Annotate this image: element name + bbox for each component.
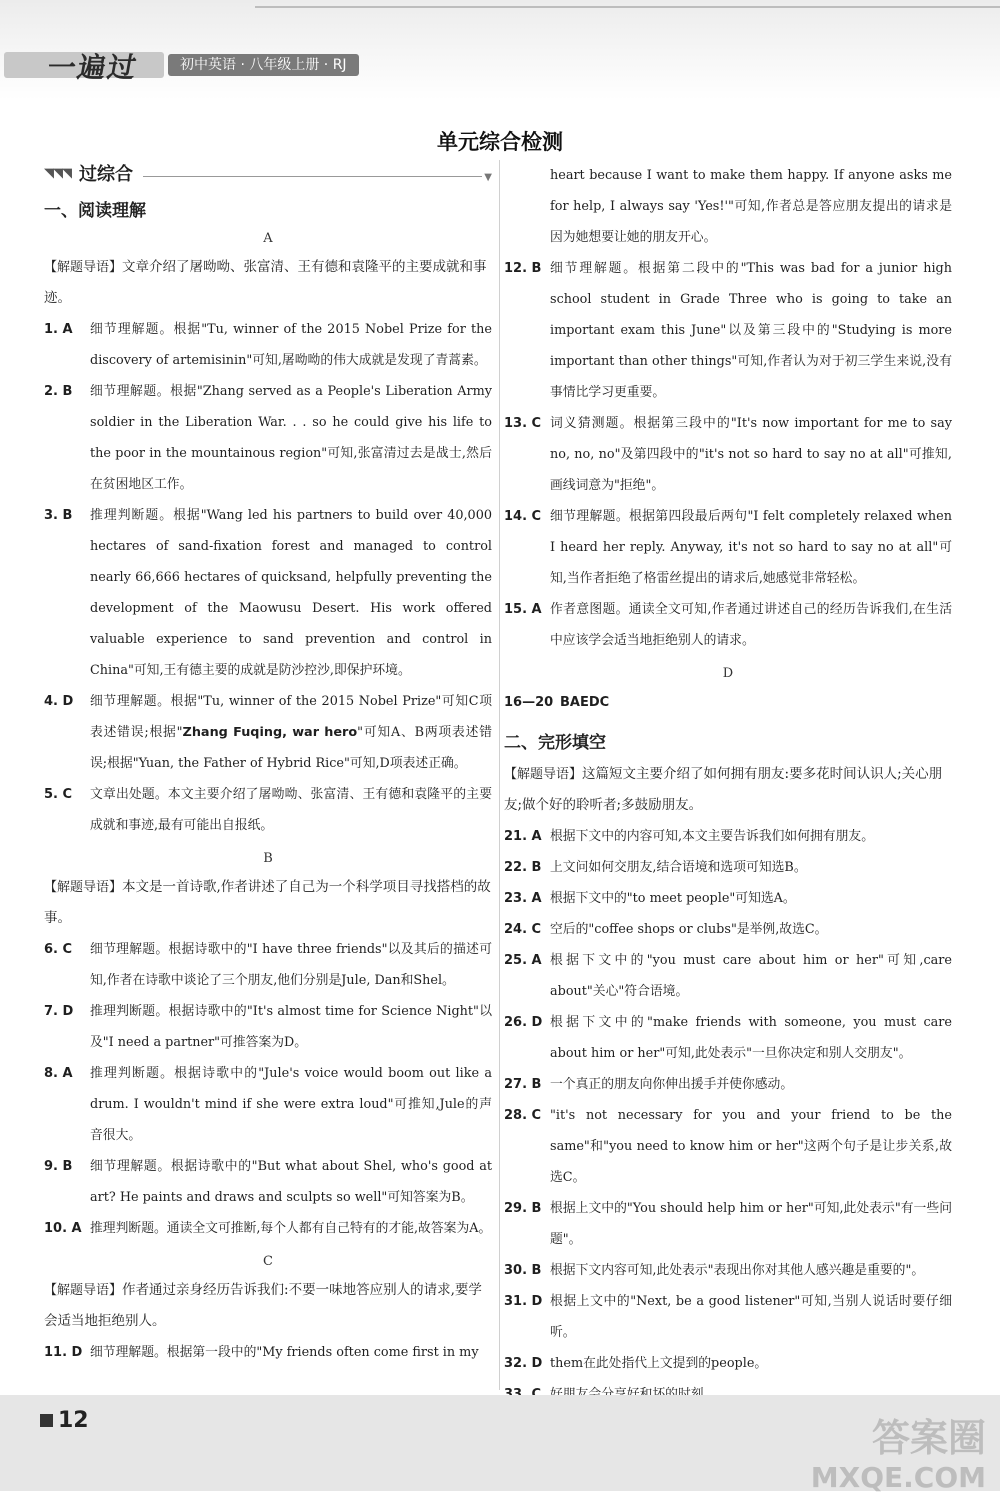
item-number: 2. B bbox=[44, 384, 73, 399]
item-number: 8. A bbox=[44, 1066, 73, 1081]
list-item bbox=[504, 852, 952, 883]
item-number: 25. A bbox=[504, 953, 542, 968]
guide-tag: 【解题导语】 bbox=[44, 1283, 123, 1298]
guide-text bbox=[44, 872, 492, 934]
guide-body: 本文是一首诗歌,作者讲述了自己为一个科学项目寻找搭档的故事。 bbox=[44, 879, 491, 926]
list-item bbox=[44, 1151, 492, 1213]
item-text: 推理判断题。根据诗歌中的"Jule's voice would boom out like a drum. I wouldn't mind if she were extra loud"可推知,Jule的声音很大。 bbox=[90, 1066, 492, 1143]
guide-tag: 【解题导语】 bbox=[44, 260, 123, 275]
item-text: 文章出处题。本文主要介绍了屠呦呦、张富清、王有德和袁隆平的主要成就和事迹,最有可能出自报纸。 bbox=[90, 787, 492, 833]
item-number: 9. B bbox=[44, 1159, 73, 1174]
list-item bbox=[44, 314, 492, 376]
item-text: 根据下文中的"you must care about him or her"可知,care about"关心"符合语境。 bbox=[550, 953, 952, 999]
item-text-bold: Zhang Fuqing, war hero bbox=[182, 725, 358, 740]
list-item bbox=[504, 501, 952, 594]
item-number: 23. A bbox=[504, 891, 542, 906]
item-number: 30. B bbox=[504, 1263, 542, 1278]
item-number: 12. B bbox=[504, 261, 542, 276]
guide-text bbox=[44, 252, 492, 314]
continued-text: heart because I want to make them happy. If anyone asks me for help, I always say 'Yes!'"可知,作者总是答应朋友提出的请求是因为她想要让她的朋友开心。 bbox=[550, 168, 952, 245]
item-number: 4. D bbox=[44, 694, 74, 709]
section-arrow-icon: ▼ bbox=[484, 171, 492, 183]
list-item bbox=[44, 500, 492, 686]
top-rule bbox=[255, 6, 1000, 8]
item-number: 10. A bbox=[44, 1221, 82, 1236]
watermark-cn: 答案圈 bbox=[871, 1416, 986, 1460]
item-text: 作者意图题。通读全文可知,作者通过讲述自己的经历告诉我们,在生活中应该学会适当地拒绝别人的请求。 bbox=[550, 602, 952, 648]
item-text: 细节理解题。根据诗歌中的"I have three friends"以及其后的描述可知,作者在诗歌中谈论了三个朋友,他们分别是Jule, Dan和Shel。 bbox=[90, 942, 492, 988]
book-tag: 初中英语 · 八年级上册 · RJ bbox=[168, 54, 359, 76]
guide-text bbox=[504, 759, 952, 821]
list-item bbox=[44, 996, 492, 1058]
list-item bbox=[44, 779, 492, 841]
right-column bbox=[504, 160, 952, 1441]
header-band bbox=[0, 0, 1000, 100]
guide-tag: 【解题导语】 bbox=[44, 880, 123, 895]
passage-letter: D bbox=[722, 666, 734, 681]
item-number: 21. A bbox=[504, 829, 542, 844]
item-number: 28. C bbox=[504, 1108, 542, 1123]
list-item bbox=[44, 1213, 492, 1244]
left-column bbox=[44, 160, 492, 1368]
reading-title: 一、阅读理解 bbox=[44, 201, 146, 221]
item-number: 27. B bbox=[504, 1077, 542, 1092]
list-item bbox=[44, 1058, 492, 1151]
list-item bbox=[44, 934, 492, 996]
list-item bbox=[504, 821, 952, 852]
page-number: 12 bbox=[58, 1408, 89, 1433]
item-number: 3. B bbox=[44, 508, 73, 523]
list-item bbox=[504, 945, 952, 1007]
section-header bbox=[44, 160, 492, 186]
watermark bbox=[811, 1418, 986, 1498]
item-text: 一个真正的朋友向你伸出援手并使你感动。 bbox=[550, 1077, 794, 1092]
list-item bbox=[504, 1007, 952, 1069]
passage-letter: B bbox=[263, 851, 273, 866]
item-number: 29. B bbox=[504, 1201, 542, 1216]
list-item bbox=[504, 1193, 952, 1255]
column-divider bbox=[499, 160, 500, 1390]
item-text: 推理判断题。根据诗歌中的"It's almost time for Science Night"以及"I need a partner"可推答案为D。 bbox=[90, 1004, 492, 1050]
guide-text bbox=[44, 1275, 492, 1337]
item-text: 根据上文中的"Next, be a good listener"可知,当别人说话时要仔细听。 bbox=[550, 1294, 952, 1340]
item-text: 细节理解题。根据"Tu, winner of the 2015 Nobel Prize for the discovery of artemisinin"可知,屠呦呦的伟大成就是发现了青蒿素。 bbox=[90, 322, 492, 368]
page-title: 单元综合检测 bbox=[437, 130, 563, 154]
item-number: 13. C bbox=[504, 416, 542, 431]
item-text-part: 细节理解题。根据"Tu, winner of the 2015 Nobel Prize"可知C项表述错误;根据" bbox=[90, 694, 492, 740]
item-text: 推理判断题。通读全文可推断,每个人都有自己特有的才能,故答案为A。 bbox=[90, 1221, 492, 1236]
item-text: 推理判断题。根据"Wang led his partners to build over 40,000 hectares of sand-fixation forest and managed to control nearly 66,666 hectares of quicksand, helpfully preventing the development of the Maowusu Desert. His work offered valuable experience to sand prevention and control in China"可知,王有德主要的成就是防沙控沙,即保护环境。 bbox=[90, 508, 492, 678]
item-number: 15. A bbox=[504, 602, 542, 617]
list-item bbox=[504, 1069, 952, 1100]
list-item bbox=[44, 686, 492, 779]
passage-letter: A bbox=[263, 231, 273, 246]
item-number: 6. C bbox=[44, 942, 73, 957]
item-text: 根据上文中的"You should help him or her"可知,此处表示"有一些问题"。 bbox=[550, 1201, 952, 1247]
section-marks-icon: ◥◥◥ bbox=[44, 165, 71, 181]
item-text-part: "可知A、B两项表述错误;根据"Yuan, the Father of Hybrid Rice"可知,D项表述正确。 bbox=[90, 725, 493, 771]
item-text bbox=[90, 686, 492, 779]
list-item bbox=[504, 408, 952, 501]
section-rule bbox=[143, 176, 482, 177]
section-title: 过综合 bbox=[79, 164, 133, 185]
list-item bbox=[504, 1286, 952, 1348]
guide-body: 文章介绍了屠呦呦、张富清、王有德和袁隆平的主要成就和事迹。 bbox=[44, 259, 487, 306]
list-item bbox=[504, 1100, 952, 1193]
item-number: 14. C bbox=[504, 509, 542, 524]
item-text: 根据下文中的内容可知,本文主要告诉我们如何拥有朋友。 bbox=[550, 829, 874, 844]
list-item bbox=[504, 1255, 952, 1286]
watermark-en: MXQE.COM bbox=[810, 1461, 986, 1494]
item-text: "it's not necessary for you and your friend to be the same"和"you need to know him or her"这两个句子是让步关系,故选C。 bbox=[550, 1108, 952, 1185]
list-item bbox=[504, 1348, 952, 1379]
passage-letter: C bbox=[263, 1254, 273, 1269]
item-text: 根据下文内容可知,此处表示"表现出你对其他人感兴趣是重要的"。 bbox=[550, 1263, 925, 1278]
guide-body: 这篇短文主要介绍了如何拥有朋友:要多花时间认识人;关心朋友;做个好的聆听者;多鼓励朋友。 bbox=[504, 766, 943, 813]
guide-tag: 【解题导语】 bbox=[504, 767, 583, 782]
item-text: 空后的"coffee shops or clubs"是举例,故选C。 bbox=[550, 922, 828, 937]
item-number: 32. D bbox=[504, 1356, 543, 1371]
item-text: 细节理解题。根据"Zhang served as a People's Liberation Army soldier in the Liberation War. . . so he could give his life to the poor in the mountainous region"可知,张富清过去是战士,然后在贫困地区工作。 bbox=[90, 384, 492, 492]
item-text: 根据下文中的"make friends with someone, you must care about him or her"可知,此处表示"一旦你决定和别人交朋友"。 bbox=[550, 1015, 952, 1061]
item-text: 词义猜测题。根据第三段中的"It's now important for me to say no, no, no"及第四段中的"it's not so hard to say no at all"可推知,画线词意为"拒绝"。 bbox=[550, 416, 952, 493]
item-number: 22. B bbox=[504, 860, 542, 875]
item-text: them在此处指代上文提到的people。 bbox=[550, 1356, 768, 1371]
answer-text: BAEDC bbox=[560, 695, 610, 710]
cloze-title: 二、完形填空 bbox=[504, 733, 606, 753]
answer-row bbox=[504, 687, 952, 718]
item-number: 5. C bbox=[44, 787, 73, 802]
list-item bbox=[504, 594, 952, 656]
item-number: 31. D bbox=[504, 1294, 543, 1309]
item-number: 1. A bbox=[44, 322, 73, 337]
list-item bbox=[44, 1337, 492, 1368]
page-marker-icon bbox=[40, 1414, 53, 1427]
item-number: 16—20 bbox=[504, 695, 554, 710]
list-item bbox=[504, 253, 952, 408]
item-text: 上文问如何交朋友,结合语境和选项可知选B。 bbox=[550, 860, 807, 875]
item-number: 24. C bbox=[504, 922, 542, 937]
list-item bbox=[504, 914, 952, 945]
list-item bbox=[504, 883, 952, 914]
item-text: 细节理解题。根据第二段中的"This was bad for a junior high school student in Grade Three who is going to take an important exam this June"以及第三段中的"Studying is more important than other things"可知,作者认为对于初三学生来说,没有事情比学习更重要。 bbox=[550, 261, 952, 400]
list-item bbox=[44, 376, 492, 500]
item-text: 细节理解题。根据第四段最后两句"I felt completely relaxed when I heard her reply. Anyway, it's not so hard to say no at all"可知,当作者拒绝了格雷丝提出的请求后,她感觉非常轻松。 bbox=[550, 509, 952, 586]
item-number: 7. D bbox=[44, 1004, 74, 1019]
logo: 一遍过 bbox=[44, 51, 141, 84]
guide-body: 作者通过亲身经历告诉我们:不要一味地答应别人的请求,要学会适当地拒绝别人。 bbox=[44, 1282, 482, 1329]
item-number: 11. D bbox=[44, 1345, 83, 1360]
item-text: 细节理解题。根据第一段中的"My friends often come first in my bbox=[90, 1345, 479, 1360]
item-number: 26. D bbox=[504, 1015, 543, 1030]
item-text: 根据下文中的"to meet people"可知选A。 bbox=[550, 891, 796, 906]
item-text: 细节理解题。根据诗歌中的"But what about Shel, who's good at art? He paints and draws and sculpts so well"可知答案为B。 bbox=[90, 1159, 492, 1205]
